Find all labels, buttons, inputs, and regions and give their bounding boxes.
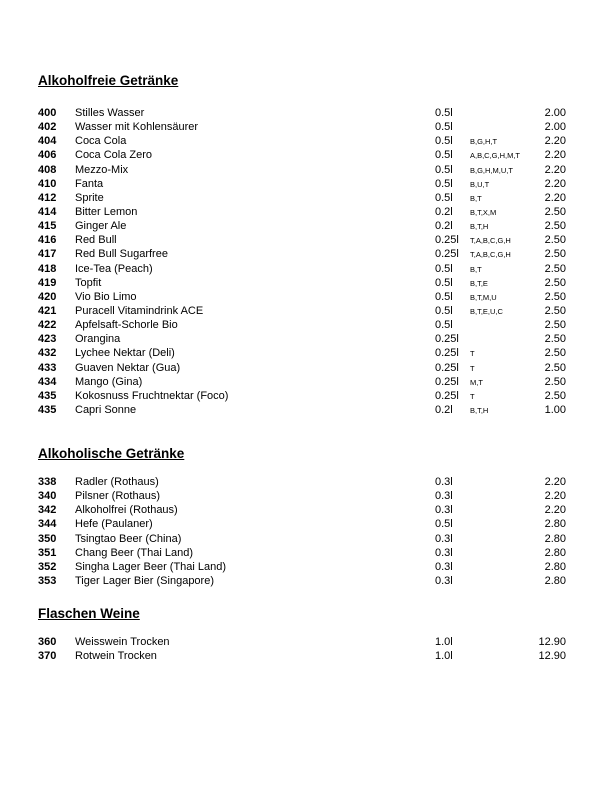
item-allergen-codes: B,T (470, 193, 482, 203)
menu-item-row (0, 134, 612, 148)
item-price: 2.20 (544, 504, 566, 517)
menu-item-row (0, 177, 612, 191)
item-number: 404 (38, 135, 57, 148)
menu-list-alkoholisch (0, 475, 612, 588)
item-price: 2.20 (544, 177, 566, 190)
item-price: 2.80 (544, 532, 566, 545)
item-volume: 0.2l (435, 220, 453, 233)
item-volume: 0.3l (435, 532, 453, 545)
item-allergen-codes: B,T (470, 264, 482, 274)
menu-list-weine (0, 635, 612, 663)
menu-item-row (0, 389, 612, 403)
item-volume: 0.5l (435, 262, 453, 275)
item-number: 415 (38, 220, 57, 233)
item-price: 2.50 (544, 234, 566, 247)
item-name: Kokosnuss Fruchtnektar (Foco) (75, 389, 229, 402)
item-allergen-codes: B,T,X,M (470, 207, 497, 217)
item-name: Rotwein Trocken (75, 650, 157, 663)
menu-item-row (0, 148, 612, 162)
item-number: 419 (38, 276, 57, 289)
item-number: 418 (38, 262, 57, 275)
item-number: 412 (38, 191, 57, 204)
item-name: Puracell Vitamindrink ACE (75, 304, 204, 317)
item-number: 340 (38, 490, 57, 503)
item-name: Tiger Lager Bier (Singapore) (75, 574, 214, 587)
menu-item-row (0, 375, 612, 389)
menu-item-row (0, 304, 612, 318)
item-number: 420 (38, 290, 57, 303)
item-volume: 0.5l (435, 290, 453, 303)
menu-item-row (0, 546, 612, 560)
item-price: 2.20 (544, 163, 566, 176)
menu-item-row (0, 106, 612, 120)
item-number: 406 (38, 149, 57, 162)
item-price: 2.50 (544, 361, 566, 374)
item-volume: 0.5l (435, 149, 453, 162)
menu-item-row (0, 332, 612, 346)
menu-item-row (0, 276, 612, 290)
item-price: 2.50 (544, 304, 566, 317)
item-price: 2.20 (544, 191, 566, 204)
item-number: 410 (38, 177, 57, 190)
item-volume: 0.5l (435, 276, 453, 289)
section-title-weine: Flaschen Weine (38, 606, 140, 621)
item-volume: 0.5l (435, 135, 453, 148)
item-name: Wasser mit Kohlensäurer (75, 121, 199, 134)
menu-item-row (0, 290, 612, 304)
item-number: 360 (38, 636, 57, 648)
item-price: 2.50 (544, 290, 566, 303)
menu-item-row (0, 517, 612, 531)
item-name: Vio Bio Limo (75, 290, 137, 303)
item-name: Guaven Nektar (Gua) (75, 361, 181, 374)
item-price: 2.20 (544, 476, 566, 488)
item-number: 402 (38, 121, 57, 134)
item-name: Coca Cola Zero (75, 149, 153, 162)
item-name: Pilsner (Rothaus) (75, 490, 160, 503)
item-volume: 0.25l (435, 347, 459, 360)
item-name: Mezzo-Mix (75, 163, 129, 176)
item-price: 12.90 (538, 636, 566, 648)
menu-item-row (0, 191, 612, 205)
item-number: 350 (38, 532, 57, 545)
item-volume: 0.5l (435, 518, 453, 531)
item-volume: 0.5l (435, 107, 453, 119)
item-name: Radler (Rothaus) (75, 476, 159, 488)
item-volume: 0.5l (435, 191, 453, 204)
item-name: Singha Lager Beer (Thai Land) (75, 560, 227, 573)
item-name: Stilles Wasser (75, 107, 145, 119)
item-number: 432 (38, 347, 57, 360)
item-name: Ginger Ale (75, 220, 127, 233)
item-name: Hefe (Paulaner) (75, 518, 153, 531)
item-number: 433 (38, 361, 57, 374)
item-volume: 0.3l (435, 546, 453, 559)
item-price: 2.50 (544, 333, 566, 346)
item-allergen-codes: B,T,H (470, 222, 489, 232)
item-volume: 1.0l (435, 650, 453, 663)
item-number: 416 (38, 234, 57, 247)
menu-item-row (0, 219, 612, 233)
item-volume: 0.25l (435, 361, 459, 374)
item-volume: 1.0l (435, 636, 453, 648)
menu-item-row (0, 489, 612, 503)
item-price: 2.80 (544, 574, 566, 587)
item-volume: 0.5l (435, 304, 453, 317)
item-name: Bitter Lemon (75, 205, 138, 218)
item-name: Weisswein Trocken (75, 636, 170, 648)
menu-item-row (0, 532, 612, 546)
item-allergen-codes: T,A,B,C,G,H (470, 236, 511, 246)
item-number: 414 (38, 205, 57, 218)
item-number: 435 (38, 389, 57, 402)
item-name: Fanta (75, 177, 104, 190)
item-volume: 0.2l (435, 403, 453, 416)
item-name: Mango (Gina) (75, 375, 143, 388)
section-title-alkoholfrei: Alkoholfreie Getränke (38, 73, 179, 88)
item-volume: 0.3l (435, 476, 453, 488)
menu-item-row (0, 346, 612, 360)
item-allergen-codes: M,T (470, 377, 483, 387)
item-volume: 0.5l (435, 177, 453, 190)
menu-item-row (0, 120, 612, 134)
item-volume: 0.3l (435, 560, 453, 573)
item-number: 352 (38, 560, 57, 573)
item-volume: 0.3l (435, 490, 453, 503)
menu-item-row (0, 262, 612, 276)
menu-item-row (0, 403, 612, 417)
item-price: 2.20 (544, 135, 566, 148)
item-price: 2.80 (544, 546, 566, 559)
item-volume: 0.25l (435, 375, 459, 388)
item-name: Red Bull Sugarfree (75, 248, 168, 261)
item-allergen-codes: B,G,H,T (470, 137, 498, 147)
item-volume: 0.25l (435, 333, 459, 346)
item-volume: 0.5l (435, 121, 453, 134)
menu-item-row (0, 649, 612, 663)
menu-item-row (0, 318, 612, 332)
item-number: 434 (38, 375, 57, 388)
item-price: 2.50 (544, 319, 566, 332)
item-allergen-codes: T (470, 391, 475, 401)
item-allergen-codes: B,T,E,U,C (470, 306, 503, 316)
item-volume: 0.5l (435, 163, 453, 176)
menu-item-row (0, 574, 612, 588)
menu-item-row (0, 205, 612, 219)
item-name: Lychee Nektar (Deli) (75, 347, 175, 360)
menu-item-row (0, 361, 612, 375)
item-number: 417 (38, 248, 57, 261)
menu-item-row (0, 163, 612, 177)
item-name: Capri Sonne (75, 403, 137, 416)
item-allergen-codes: T (470, 363, 475, 373)
item-price: 12.90 (538, 650, 566, 663)
item-price: 2.50 (544, 220, 566, 233)
item-allergen-codes: B,T,E (470, 278, 488, 288)
item-volume: 0.2l (435, 205, 453, 218)
item-name: Red Bull (75, 234, 117, 247)
item-price: 2.80 (544, 560, 566, 573)
item-allergen-codes: A,B,C,G,H,M,T (470, 151, 521, 161)
item-name: Coca Cola (75, 135, 127, 148)
item-allergen-codes: B,T,M,U (470, 292, 497, 302)
menu-item-row (0, 560, 612, 574)
item-number: 423 (38, 333, 57, 346)
item-price: 2.00 (544, 121, 566, 134)
item-price: 2.50 (544, 248, 566, 261)
item-price: 2.50 (544, 276, 566, 289)
menu-list-alkoholfrei (0, 106, 612, 417)
menu-item-row (0, 233, 612, 247)
item-name: Orangina (75, 333, 121, 346)
item-allergen-codes: T (470, 349, 475, 359)
item-price: 2.20 (544, 490, 566, 503)
item-volume: 0.5l (435, 319, 453, 332)
item-price: 2.50 (544, 347, 566, 360)
item-price: 2.80 (544, 518, 566, 531)
item-volume: 0.3l (435, 504, 453, 517)
item-name: Tsingtao Beer (China) (75, 532, 182, 545)
item-number: 342 (38, 504, 57, 517)
item-number: 351 (38, 546, 57, 559)
item-price: 2.50 (544, 205, 566, 218)
item-price: 2.20 (544, 149, 566, 162)
item-number: 344 (38, 518, 57, 531)
item-price: 2.50 (544, 375, 566, 388)
item-name: Sprite (75, 191, 104, 204)
item-name: Alkoholfrei (Rothaus) (75, 504, 178, 517)
item-allergen-codes: B,U,T (470, 179, 490, 189)
item-number: 422 (38, 319, 57, 332)
item-allergen-codes: T,A,B,C,G,H (470, 250, 511, 260)
item-price: 1.00 (544, 403, 566, 416)
item-volume: 0.3l (435, 574, 453, 587)
section-title-alkoholisch: Alkoholische Getränke (38, 446, 185, 461)
menu-item-row (0, 635, 612, 649)
item-price: 2.50 (544, 389, 566, 402)
item-number: 421 (38, 304, 57, 317)
item-volume: 0.25l (435, 248, 459, 261)
menu-item-row (0, 503, 612, 517)
item-number: 370 (38, 650, 57, 663)
item-number: 400 (38, 107, 57, 119)
item-number: 338 (38, 476, 57, 488)
item-number: 435 (38, 403, 57, 416)
item-volume: 0.25l (435, 234, 459, 247)
item-allergen-codes: B,G,H,M,U,T (470, 165, 513, 175)
item-number: 353 (38, 574, 57, 587)
item-price: 2.50 (544, 262, 566, 275)
item-name: Chang Beer (Thai Land) (75, 546, 194, 559)
item-allergen-codes: B,T,H (470, 405, 489, 415)
item-name: Ice-Tea (Peach) (75, 262, 153, 275)
item-volume: 0.25l (435, 389, 459, 402)
item-name: Topfit (75, 276, 102, 289)
item-name: Apfelsaft-Schorle Bio (75, 319, 178, 332)
menu-item-row (0, 475, 612, 489)
item-price: 2.00 (544, 107, 566, 119)
item-number: 408 (38, 163, 57, 176)
menu-item-row (0, 247, 612, 261)
